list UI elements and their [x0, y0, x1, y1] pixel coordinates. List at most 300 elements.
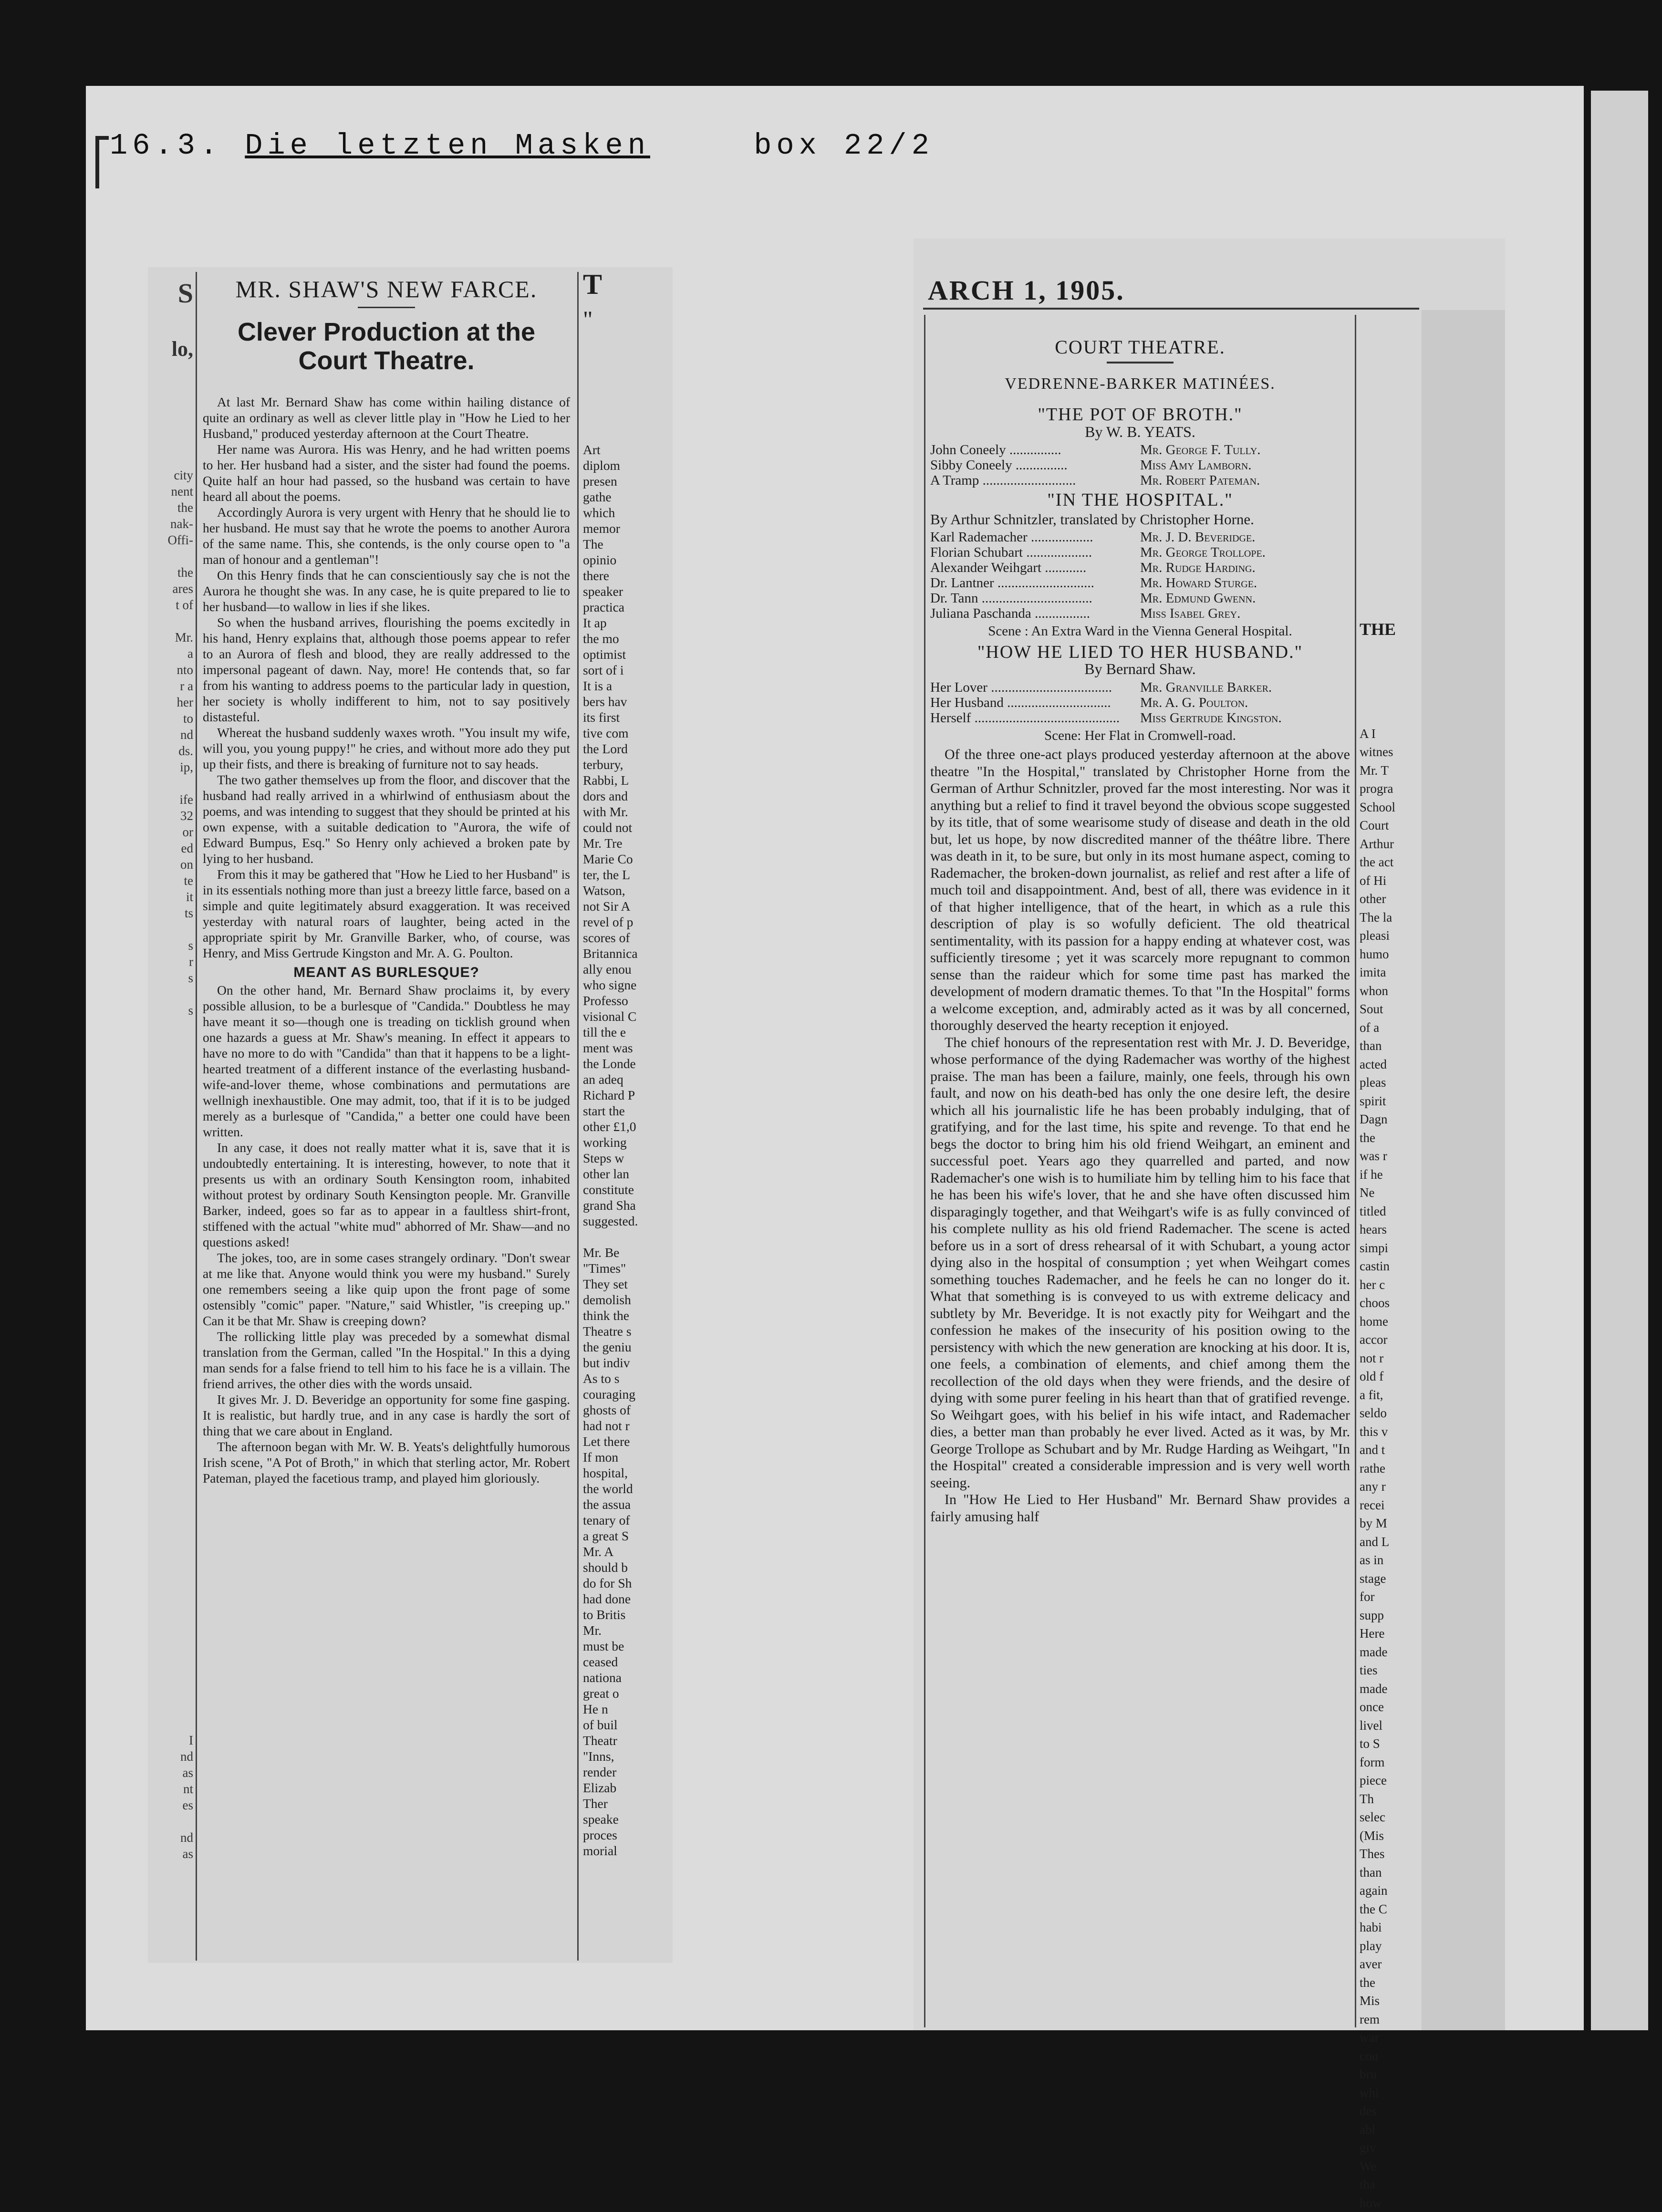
fragment-line: [157, 1408, 193, 1424]
fragment-line: [157, 1619, 193, 1635]
fragment-line: nent: [157, 483, 193, 499]
fragment-line: witnes: [1360, 743, 1422, 761]
fragment-line: with Mr.: [583, 804, 664, 820]
fragment-line: Arthur: [1360, 835, 1422, 853]
play3-scene: Scene: Her Flat in Cromwell-road.: [930, 727, 1350, 745]
fragment-line: Theatre s: [583, 1323, 664, 1339]
fragment-line: [157, 1164, 193, 1181]
fragment-line: [157, 1537, 193, 1554]
fragment-line: speake: [583, 1811, 664, 1827]
cast-row: [930, 575, 1350, 591]
paragraph: In "How He Lied to Her Husband" Mr. Bernard Shaw provides a fairly amusing half: [930, 1491, 1350, 1525]
fragment-line: supp: [1360, 1606, 1422, 1625]
play1-title: "THE POT OF BROTH.": [930, 406, 1350, 424]
fragment-line: which: [583, 505, 664, 520]
fragment-line: the mo: [583, 631, 664, 646]
fragment-line: Sout: [1360, 1000, 1422, 1018]
fragment-line: for: [1360, 1588, 1422, 1606]
fragment-line: pleasi: [1360, 926, 1422, 945]
fragment-line: r a: [157, 678, 193, 694]
paragraph: From this it may be gathered that "How he Lied to her Husband" is in its essentials nothing more than just a breezy little farce, based on a simple and quite legitimately absurd exaggeration. It was received yesterday with natural roars of laughter, being acted in the appropriate spirit by Mr. Granville Barker, who, of course, was Henry, and Miss Gertrude Kingston and Mr. A. G. Poulton.: [203, 866, 570, 961]
fragment-line: progra: [1360, 779, 1422, 798]
fragment-line: do for Sh: [583, 1575, 664, 1591]
fragment-line: ter, the L: [583, 867, 664, 883]
fragment-line: [157, 1262, 193, 1278]
fragment-line: scores of: [583, 930, 664, 945]
fragment-line: sort of i: [583, 662, 664, 678]
fragment-line: The: [583, 536, 664, 552]
fragment-line: [157, 1148, 193, 1164]
play2-cast: [930, 530, 1350, 621]
separator: [1107, 362, 1174, 363]
fragment-line: once: [1360, 1698, 1422, 1716]
left-fragment-column: [157, 267, 193, 1963]
fragment-line: ghosts of: [583, 1402, 664, 1418]
cast-actor: Mr. A. G. Poulton.: [1140, 695, 1248, 710]
paragraph: The two gather themselves up from the floor, and discover that the husband had really arrived in a whirlwind of enthusiasm about the poems, and was intending to suggest that they should be printed at his own expense, with a suitable dedication to "Aurora, the wife of Edward Bumpus, Esq." So Henry only achieved a broken pate by lying to her husband.: [203, 772, 570, 866]
right-fragment-quote: ": [583, 312, 664, 327]
fragment-line: made: [1360, 1680, 1422, 1698]
court-theatre-review: [930, 329, 1350, 1525]
fragment-line: choos: [1360, 1294, 1422, 1312]
fragment-line: made: [1360, 1643, 1422, 1662]
fragment-line: stage: [1360, 1569, 1422, 1588]
fragment-line: [157, 1667, 193, 1683]
fragment-line: the assua: [583, 1496, 664, 1512]
fragment-line: Dagn: [1360, 1110, 1422, 1129]
fragment-line: They set: [583, 1276, 664, 1292]
fragment-line: [157, 1132, 193, 1148]
fragment-line: city: [157, 467, 193, 483]
fragment-line: ip,: [157, 759, 193, 775]
fragment-line: on: [157, 856, 193, 872]
fragment-line: [157, 1456, 193, 1473]
fragment-line: ts: [157, 905, 193, 921]
fragment-line: I: [157, 1732, 193, 1748]
fragment-line: [157, 1375, 193, 1392]
fragment-line: Th: [1360, 1790, 1422, 1808]
fragment-line: piece: [1360, 1771, 1422, 1790]
fragment-line: Mis: [1360, 1992, 1422, 2010]
fragment-line: other lan: [583, 1166, 664, 1182]
fragment-line: [157, 1018, 193, 1035]
separator: [358, 307, 415, 308]
fragment-line: great o: [583, 1685, 664, 1701]
fragment-line: seldo: [1360, 1404, 1422, 1423]
column-rule: [924, 315, 925, 2027]
fragment-line: diplom: [583, 457, 664, 473]
article-headline: Clever Production at the Court Theatre.: [203, 318, 570, 375]
fragment-line: ed: [157, 840, 193, 856]
archive-header: [110, 129, 934, 163]
paragraph: On the other hand, Mr. Bernard Shaw proclaims it, by every possible allusion, to be a burlesque of "Candida." Doubtless he may have meant it so—though one is treading on ticklish ground when one hazards a guess at Mr. Shaw's meaning. In effect it appears to have no more to do with "Candida" than that it happens to be a light-hearted treatment of a different instance of the everlasting husband-wife-and-lover theme, whose combinations and permutations are wellnigh inexhaustible. One may admit, too, that if it is to be judged merely as a burlesque of "Candida," a better one could have been written.: [203, 982, 570, 1140]
fragment-line: Mr.: [583, 1622, 664, 1638]
fragment-line: Court: [1360, 816, 1422, 835]
play2-scene: Scene : An Extra Ward in the Vienna General Hospital.: [930, 623, 1350, 640]
cast-actor: Mr. Howard Sturge.: [1140, 575, 1257, 591]
fragment-line: [157, 1197, 193, 1213]
fragment-line: Here: [1360, 1624, 1422, 1643]
fragment-line: Let there: [583, 1433, 664, 1449]
cast-actor: Mr. Granville Barker.: [1140, 680, 1272, 695]
fragment-line: tha: [1360, 2175, 1422, 2194]
fragment-line: [157, 1813, 193, 1829]
fragment-line: A I: [1360, 725, 1422, 743]
play1-author: By W. B. YEATS.: [930, 424, 1350, 441]
paragraph: It gives Mr. J. D. Beveridge an opportunity for some fine gasping. It is realistic, but hardly true, and in any case is hardly the sort of thing that we care about in England.: [203, 1392, 570, 1439]
paragraph: The afternoon began with Mr. W. B. Yeats's delightfully humorous Irish scene, "A Pot of Broth," in which that sterling actor, Mr. Robert Pateman, played the facetious tramp, and played him gloriously.: [203, 1439, 570, 1486]
fragment-line: of buil: [583, 1717, 664, 1733]
fragment-line: but indiv: [583, 1355, 664, 1371]
fragment-line: Art: [583, 442, 664, 457]
fragment-line: gathe: [583, 489, 664, 505]
column-rule: [577, 272, 579, 1961]
fragment-line: rathe: [1360, 1459, 1422, 1478]
paragraph: In any case, it does not really matter what it is, save that it is undoubtedly entertaining. It is interesting, however, to note that it presents us with an ordinary South Kensington room, inhabited without protest by ordinary South Kensington people. Mr. Granville Barker, indeed, goes so far as to appear in a faultless shirt-front, stiffened with the actual "white mud" abhorred of Mr. Shaw—and no questions asked!: [203, 1140, 570, 1250]
cast-role: Florian Schubart ...................: [930, 545, 1140, 560]
fragment-line: "Inns,: [583, 1748, 664, 1764]
fragment-line: giv: [1360, 2139, 1422, 2157]
fragment-line: revel of p: [583, 914, 664, 930]
fragment-line: a: [157, 645, 193, 662]
fragment-line: if he: [1360, 1165, 1422, 1184]
cast-row: [930, 606, 1350, 621]
cast-actor: Mr. Robert Pateman.: [1140, 473, 1260, 488]
fragment-line: of a: [1360, 1018, 1422, 1037]
fragment-line: [157, 1035, 193, 1051]
article-subhead: MEANT AS BURLESQUE?: [203, 965, 570, 980]
fragment-line: to: [157, 710, 193, 727]
review-masthead: COURT THEATRE.: [930, 339, 1350, 356]
paragraph: Of the three one-act plays produced yesterday afternoon at the above theatre "In the Hospital," translated by Christopher Horne from the German of Arthur Schnitzler, proved far the most interesting. Nor was it anything but a relief to find it travel beyond the obvious scope suggested by its title, that of some wearisome study of disease and death in the old but, let us hope, by now discredited manner of the théâtre libre. There was death in it, to be sure, but only in its most humane aspect, coming to Rademacher, the broken-down journalist, as relief and rest after a life of much toil and disappointment. And, best of all, there was evidence in it of that higher intelligence, that of the heart, in which as a rule this description of play is so wofully deficient. The old theatrical sentimentality, with its passion for a happy ending at whatever cost, was sufficiently tiresome ; yet it was scarcely more repugnant to common sense than the raideur which for some time past has marked the development of modern dramatic themes. To that "In the Hospital" forms a welcome exception, and, admirably acted as it was by all concerned, thoroughly deserved the hearty reception it enjoyed.: [930, 746, 1350, 1034]
fragment-line: ds.: [157, 743, 193, 759]
fragment-line: [157, 775, 193, 791]
fragment-line: recei: [1360, 1496, 1422, 1515]
fragment-line: any r: [1360, 1477, 1422, 1496]
fragment-line: habi: [1360, 1918, 1422, 1937]
fragment-line: acted: [1360, 1055, 1422, 1074]
fragment-line: [157, 1229, 193, 1246]
right-clipping: [914, 239, 1505, 2030]
fragment-line: [157, 1602, 193, 1619]
fragment-line: Ther: [583, 1796, 664, 1811]
cast-role: Alexander Weihgart ............: [930, 560, 1140, 575]
play2-author: By Arthur Schnitzler, translated by Christopher Horne.: [930, 511, 1350, 528]
fragment-line: Mr. T: [1360, 761, 1422, 780]
fragment-line: We: [1360, 2157, 1422, 2176]
paragraph: Accordingly Aurora is very urgent with Henry that he should lie to her husband. He must say that he wrote the poems to another Aurora of the same name. This, she contends, is the only course open to "a man of honour and a gentleman"!: [203, 504, 570, 567]
fragment-line: [157, 1700, 193, 1716]
fragment-line: than: [1360, 1037, 1422, 1055]
fragment-line: des: [1360, 2102, 1422, 2120]
fragment-line: tenary of: [583, 1512, 664, 1528]
fragment-line: working: [583, 1134, 664, 1150]
fragment-line: [157, 1505, 193, 1521]
fragment-line: Ne: [1360, 1184, 1422, 1202]
fragment-line: [157, 1521, 193, 1537]
fragment-line: selec: [1360, 1808, 1422, 1827]
cast-row: [930, 545, 1350, 560]
review-body: [930, 746, 1350, 1525]
fragment-line: [157, 1716, 193, 1732]
fragment-line: abl: [1360, 2120, 1422, 2139]
fragment-line: [157, 1570, 193, 1586]
fragment-line: nd: [157, 1829, 193, 1846]
farce-article: [203, 267, 570, 1486]
sheet-edge: [1591, 91, 1648, 2030]
cast-actor: Mr. Edmund Gwenn.: [1140, 591, 1256, 606]
fragment-line: [157, 1440, 193, 1456]
fragment-line: ment was: [583, 1040, 664, 1056]
fragment-line: hears: [1360, 1220, 1422, 1239]
cast-row: [930, 695, 1350, 710]
fragment-line: [157, 1083, 193, 1100]
fragment-line: 32: [157, 808, 193, 824]
fragment-line: morial: [583, 1843, 664, 1859]
fragment-line: suggested.: [583, 1213, 664, 1229]
fragment-line: It ap: [583, 615, 664, 631]
fragment-line: terbury,: [583, 757, 664, 772]
fragment-line: [157, 921, 193, 937]
fragment-line: the: [1360, 1973, 1422, 1992]
fragment-line: nt: [157, 1781, 193, 1797]
fragment-line: play: [1360, 1937, 1422, 1955]
fragment-line: bers hav: [583, 694, 664, 709]
fragment-line: tive com: [583, 725, 664, 741]
fragment-line: not r: [1360, 1349, 1422, 1368]
corner-mark: [95, 136, 99, 188]
fragment-line: to S: [1360, 1734, 1422, 1753]
fragment-line: presen: [583, 473, 664, 489]
fragment-line: ally enou: [583, 961, 664, 977]
cast-actor: Mr. Rudge Harding.: [1140, 560, 1256, 575]
fragment-line: her: [157, 694, 193, 710]
play2-title: "IN THE HOSPITAL.": [930, 492, 1350, 509]
review-series: VEDRENNE-BARKER MATINÉES.: [930, 375, 1350, 393]
fragment-line: a great S: [583, 1528, 664, 1544]
cast-row: [930, 530, 1350, 545]
fragment-line: Steps w: [583, 1150, 664, 1166]
fragment-line: nak-: [157, 516, 193, 532]
play3-author: By Bernard Shaw.: [930, 661, 1350, 678]
fragment-line: [157, 986, 193, 1002]
fragment-line: [157, 1051, 193, 1067]
fragment-line: as: [157, 1846, 193, 1862]
fragment-line: the: [157, 564, 193, 581]
fragment-line: He n: [583, 1701, 664, 1717]
cast-role: A Tramp ...........................: [930, 473, 1140, 488]
fragment-line: [157, 1586, 193, 1602]
dateline: ARCH 1, 1905.: [928, 274, 1125, 306]
fragment-line: It is a: [583, 678, 664, 694]
fragment-line: ties: [1360, 1661, 1422, 1680]
fragment-line: grand Sha: [583, 1197, 664, 1213]
fragment-line: s: [157, 1002, 193, 1018]
fragment-line: titled: [1360, 1202, 1422, 1221]
cast-role: Juliana Paschanda ................: [930, 606, 1140, 621]
fragment-line: ceased: [583, 1654, 664, 1670]
fragment-line: Thes: [1360, 1845, 1422, 1863]
fragment-line: how: [1360, 2194, 1422, 2212]
fragment-line: the: [157, 499, 193, 516]
fragment-line: other £1,0: [583, 1119, 664, 1134]
cast-row: [930, 442, 1350, 457]
fragment-line: and t: [1360, 1441, 1422, 1459]
fragment-line: nd: [157, 1748, 193, 1765]
left-clipping: [148, 267, 673, 1963]
fragment-line: r: [157, 954, 193, 970]
article-kicker: MR. SHAW'S NEW FARCE.: [203, 281, 570, 297]
fragment-line: Offi-: [157, 532, 193, 548]
cast-actor: Miss Gertrude Kingston.: [1140, 710, 1282, 726]
fragment-line: Mr.: [157, 629, 193, 645]
right-edge-fragment-lines: [1360, 725, 1422, 2212]
fragment-line: was r: [1360, 1147, 1422, 1165]
fragment-line: As to s: [583, 1371, 664, 1386]
fragment-line: the Lord: [583, 741, 664, 757]
cast-row: [930, 473, 1350, 488]
fragment-line: ares: [157, 581, 193, 597]
fragment-line: of Hi: [1360, 872, 1422, 890]
fragment-line: [157, 548, 193, 564]
corner-mark-top: [95, 136, 109, 140]
fragment-line: [157, 1473, 193, 1489]
fragment-line: or: [157, 824, 193, 840]
fragment-line: Marie Co: [583, 851, 664, 867]
fragment-line: her c: [1360, 1276, 1422, 1294]
fragment-line: Theatr: [583, 1733, 664, 1748]
fragment-line: castin: [1360, 1257, 1422, 1276]
cast-role: Herself ..........................................: [930, 710, 1140, 726]
cast-actor: Miss Isabel Grey.: [1140, 606, 1240, 621]
fragment-line: Mr. Tre: [583, 835, 664, 851]
fragment-line: [157, 613, 193, 629]
fragment-line: Watson,: [583, 883, 664, 898]
cast-role: Sibby Coneely ...............: [930, 457, 1140, 473]
paragraph: At last Mr. Bernard Shaw has come within hailing distance of quite an ordinary as well as clever little play in "How he Lied to her Husband," produced yesterday afternoon at the Court Theatre.: [203, 394, 570, 441]
fragment-line: Richard P: [583, 1087, 664, 1103]
fragment-line: could not: [583, 820, 664, 835]
dateline-rule: [923, 308, 1419, 310]
cast-actor: Miss Amy Lamborn.: [1140, 457, 1252, 473]
fragment-line: the world: [583, 1481, 664, 1496]
cast-role: Her Lover ...................................: [930, 680, 1140, 695]
fragment-line: ife: [157, 791, 193, 808]
fragment-line: had done: [583, 1591, 664, 1607]
fragment-line: [157, 1100, 193, 1116]
play3-title: "HOW HE LIED TO HER HUSBAND.": [930, 644, 1350, 661]
fragment-line: [157, 1424, 193, 1440]
archive-box: box 22/2: [754, 129, 934, 163]
fragment-line: Professo: [583, 993, 664, 1008]
fragment-line: s: [157, 937, 193, 954]
article-body: [203, 394, 570, 961]
fragment-line: [157, 1392, 193, 1408]
fragment-line: [157, 1246, 193, 1262]
paragraph: So when the husband arrives, flourishing the poems excitedly in his hand, Henry explains that, although those poems appear to refer to an Aurora of flesh and blood, they are really addressed to the impersonal pageant of dawn. Nay, more! He contends that, so far from his wanting to address poems to the particular lady in question, her society is wholly indifferent to him, not to say positively distasteful.: [203, 614, 570, 725]
fragment-line: nto: [157, 662, 193, 678]
fragment-line: again: [1360, 1881, 1422, 1900]
fragment-line: other: [1360, 890, 1422, 908]
fragment-line: the act: [1360, 853, 1422, 872]
fragment-line: [157, 1683, 193, 1700]
fragment-line: [157, 1181, 193, 1197]
fragment-line: aver: [1360, 1955, 1422, 1973]
fragment-line: cou: [1360, 2047, 1422, 2066]
right-fragment-big: T: [583, 277, 664, 292]
cast-row: [930, 457, 1350, 473]
fragment-line: If mon: [583, 1449, 664, 1465]
fragment-line: form: [1360, 1753, 1422, 1772]
fragment-line: visional C: [583, 1008, 664, 1024]
paragraph: Whereat the husband suddenly waxes wroth. "You insult my wife, will you, you young puppy!" he cries, and without more ado they put up their fists, and there is breaking of furniture not to say heads.: [203, 725, 570, 772]
fragment-line: (Mis: [1360, 1827, 1422, 1845]
cast-row: [930, 591, 1350, 606]
fragment-line: home: [1360, 1312, 1422, 1331]
fragment-line: Mr. Be: [583, 1245, 664, 1260]
fragment-line: Elizab: [583, 1780, 664, 1796]
fragment-line: pleas: [1360, 1073, 1422, 1092]
archive-ref: 16.3.: [110, 129, 222, 163]
fragment-line: "Times": [583, 1260, 664, 1276]
fragment-line: Britannica: [583, 945, 664, 961]
paragraph: On this Henry finds that he can conscientiously say che is not the Aurora he thought she was. In any case, he is quite prepared to lie to her husband—to wallow in lies if she likes.: [203, 567, 570, 614]
fragment-line: School: [1360, 798, 1422, 817]
fragment-line: [157, 1278, 193, 1294]
fragment-line: the geniu: [583, 1339, 664, 1355]
cast-role: John Coneely ...............: [930, 442, 1140, 457]
fragment-line: [157, 1651, 193, 1667]
fragment-line: t of: [157, 597, 193, 613]
fragment-line: an adeq: [583, 1071, 664, 1087]
fragment-line: as: [157, 1765, 193, 1781]
fragment-line: The la: [1360, 908, 1422, 927]
cast-actor: Mr. George F. Tully.: [1140, 442, 1261, 457]
fragment-line: the Londe: [583, 1056, 664, 1071]
fragment-line: [157, 1554, 193, 1570]
fragment-line: the: [1360, 1129, 1422, 1147]
fragment-line: by M: [1360, 1514, 1422, 1533]
right-edge-fragment-column: [1360, 329, 1422, 2212]
play3-cast: [930, 680, 1350, 726]
archive-title: Die letzten Masken: [245, 129, 650, 163]
fragment-line: [157, 1116, 193, 1132]
fragment-line: constitute: [583, 1182, 664, 1197]
column-rule: [196, 272, 197, 1961]
fragment-line: [157, 1294, 193, 1310]
fragment-line: war: [1360, 2028, 1422, 2047]
fragment-line: nationa: [583, 1670, 664, 1685]
left-fragment-big: S: [157, 279, 193, 308]
fragment-line: speaker: [583, 583, 664, 599]
fragment-line: nd: [157, 727, 193, 743]
cast-actor: Mr. J. D. Beveridge.: [1140, 530, 1255, 545]
fragment-line: [157, 1359, 193, 1375]
fragment-line: [157, 1310, 193, 1327]
fragment-line: [157, 1067, 193, 1083]
fragment-line: Mr. A: [583, 1544, 664, 1559]
fragment-line: as in: [1360, 1551, 1422, 1569]
fragment-line: [157, 1489, 193, 1505]
fragment-line: practica: [583, 599, 664, 615]
fragment-line: not Sir A: [583, 898, 664, 914]
right-fragment-lines: [583, 442, 664, 1859]
fragment-line: dors and: [583, 788, 664, 804]
fragment-line: it: [157, 889, 193, 905]
fragment-line: s: [157, 970, 193, 986]
column-rule: [1355, 315, 1356, 2027]
fragment-line: bru: [1360, 2065, 1422, 2084]
